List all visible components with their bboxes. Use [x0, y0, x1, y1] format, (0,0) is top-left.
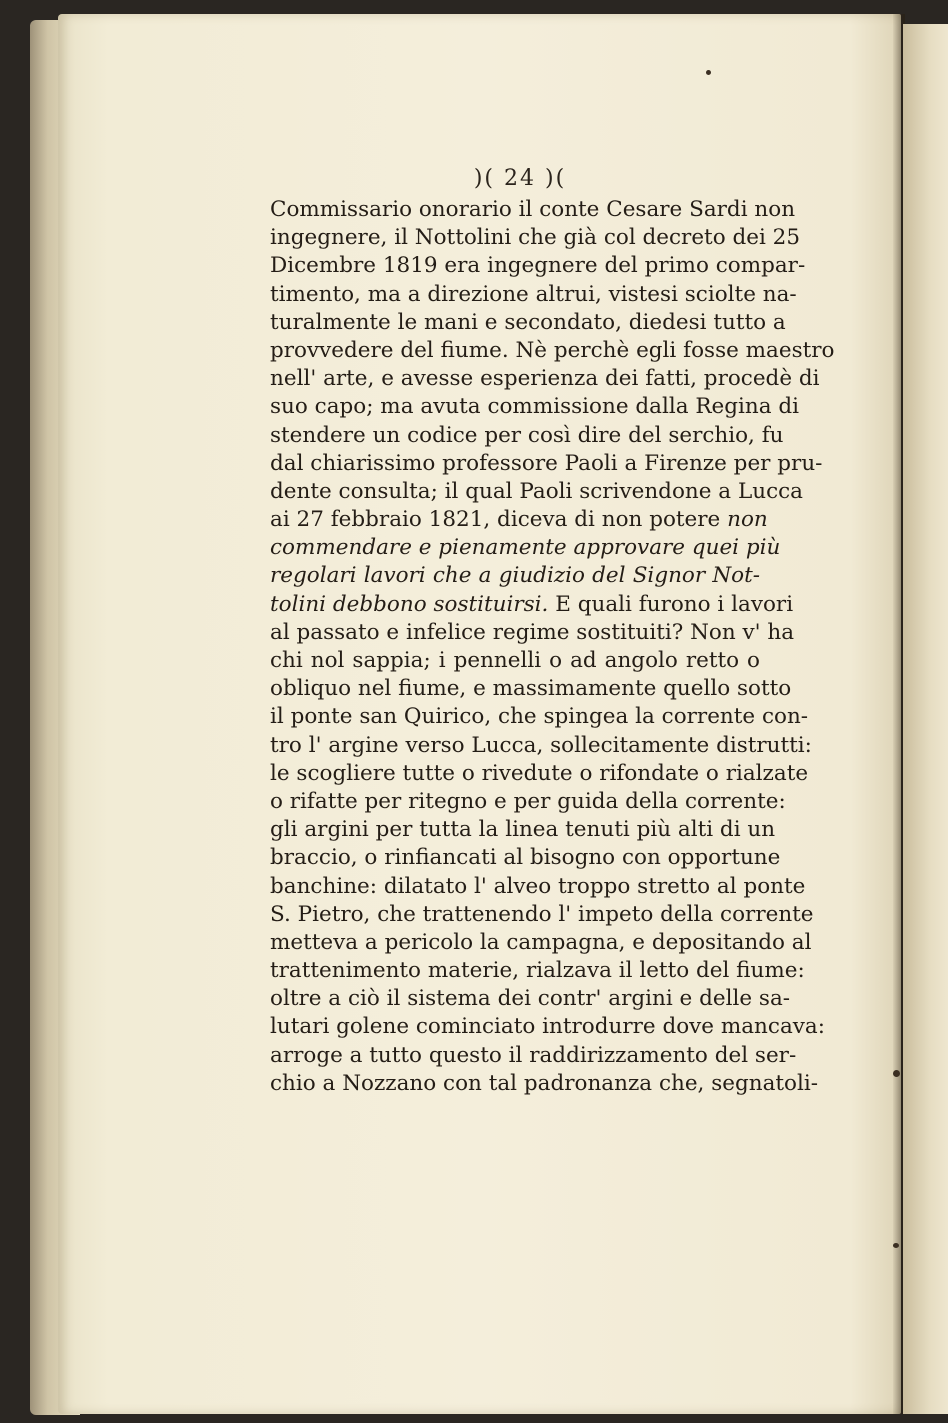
ink-fleck [893, 1243, 899, 1248]
text-line [270, 252, 806, 280]
page-number-header: )( 24 )( [473, 166, 567, 191]
text-line [270, 450, 823, 478]
text-line [270, 591, 794, 619]
text-run: le scogliere tutte o rivedute o rifondate o rialzate [270, 760, 809, 786]
text-line [270, 703, 809, 731]
text-run: Commissario onorario il conte Cesare Sardi non [270, 197, 796, 222]
text-run: arroge a tutto questo il raddirizzamento del ser- [270, 1042, 797, 1068]
text-run: obliquo nel fiume, e massimamente quello sotto [270, 676, 792, 702]
text-run: provvedere del fiume. Nè perchè egli fosse maestro [270, 337, 835, 363]
text-run: tro l' argine verso Lucca, sollecitamente distrutti: [270, 732, 812, 758]
text-run: o rifatte per ritegno e per guida della corrente: [270, 788, 786, 814]
italic-run: tolini debbono sostituirsi. [270, 591, 549, 617]
text-line [270, 337, 835, 365]
text-line [270, 647, 760, 675]
text-line [270, 788, 786, 816]
text-run: gli argini per tutta la linea tenuti più alti di un [270, 817, 776, 843]
text-line [270, 675, 792, 703]
text-line [270, 365, 820, 393]
text-run: lutari golene cominciato introdurre dove mancava: [270, 1014, 825, 1040]
body-text [270, 196, 835, 1098]
italic-run: commendare e pienamente approvare quei più [270, 535, 781, 561]
text-line [270, 196, 796, 224]
text-line [270, 422, 784, 450]
text-run: trattenimento materie, rialzava il letto del fiume: [270, 958, 805, 984]
text-line [270, 873, 806, 901]
text-run: stendere un codice per così dire del serchio, fu [270, 422, 784, 448]
text-run: il ponte san Quirico, che spingea la corrente con- [270, 704, 809, 730]
text-line [270, 816, 776, 844]
text-run: al passato e infelice regime sostituiti? Non v' ha [270, 619, 795, 645]
text-line [270, 393, 800, 421]
text-run: E quali furono i lavori [548, 591, 794, 617]
text-line [270, 1042, 797, 1070]
text-run: timento, ma a direzione altrui, vistesi sciolte na- [270, 281, 797, 307]
text-run: Dicembre 1819 era ingegnere del primo compar- [270, 253, 806, 279]
text-line [270, 562, 760, 590]
text-line [270, 224, 801, 252]
text-run: ingegnere, il Nottolini che già col decreto dei 25 [270, 225, 801, 251]
text-run: banchine: dilatato l' alveo troppo stretto al ponte [270, 873, 806, 899]
text-run: chi nol sappia; i pennelli o ad angolo retto o [270, 648, 760, 673]
text-run: dente consulta; il qual Paoli scrivendone a Lucca [270, 478, 803, 504]
text-line [270, 929, 812, 957]
text-line [270, 478, 803, 506]
text-line [270, 309, 786, 337]
text-line [270, 1013, 825, 1041]
text-line [270, 732, 812, 760]
text-line [270, 506, 768, 534]
text-run: suo capo; ma avuta commissione dalla Regina di [270, 394, 800, 420]
text-run: metteva a pericolo la campagna, e depositando al [270, 929, 812, 955]
text-line [270, 985, 791, 1013]
facing-page-edge [903, 24, 948, 1414]
text-line [270, 281, 797, 309]
text-line [270, 619, 795, 647]
italic-run: non [720, 507, 768, 533]
text-run: S. Pietro, che trattenendo l' impeto della corrente [270, 901, 814, 927]
text-run: braccio, o rinfiancati al bisogno con opportune [270, 845, 781, 871]
text-run: nell' arte, e avesse esperienza dei fatti, procedè di [270, 366, 820, 392]
text-line [270, 1070, 819, 1098]
text-run: chio a Nozzano con tal padronanza che, segnatoli- [270, 1070, 819, 1096]
text-line [270, 844, 781, 872]
text-line [270, 957, 805, 985]
text-line [270, 901, 814, 929]
italic-run: regolari lavori che a giudizio del Signor Not- [270, 563, 760, 589]
text-line [270, 534, 781, 562]
text-run: turalmente le mani e secondato, diedesi tutto a [270, 309, 786, 335]
text-run: oltre a ciò il sistema dei contr' argini e delle sa- [270, 986, 791, 1012]
text-line [270, 760, 809, 788]
text-run: ai 27 febbraio 1821, diceva di non potere [270, 507, 721, 533]
ink-fleck [893, 1070, 900, 1077]
ink-fleck [706, 70, 711, 75]
text-run: dal chiarissimo professore Paoli a Firenze per pru- [270, 450, 823, 476]
